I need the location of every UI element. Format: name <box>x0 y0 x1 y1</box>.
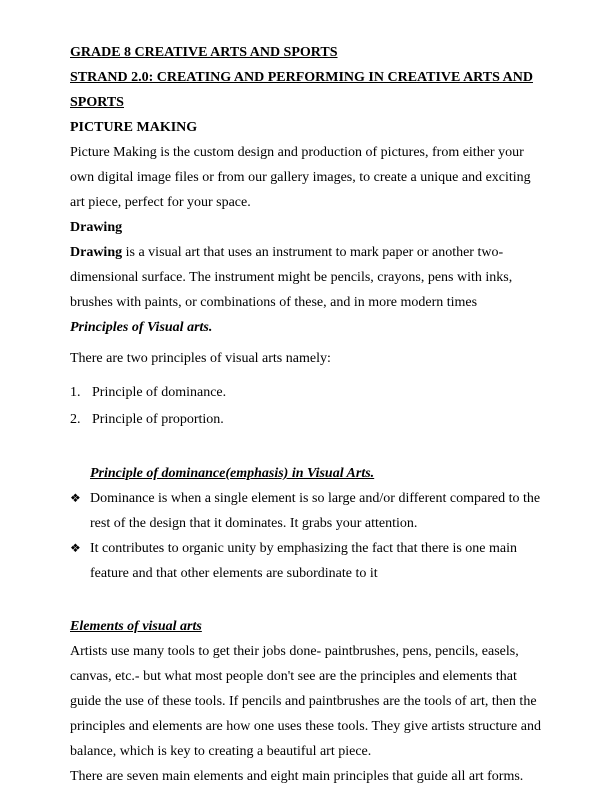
heading-drawing: Drawing <box>70 220 123 235</box>
paragraph-drawing <box>70 240 542 315</box>
list-item <box>70 406 542 433</box>
heading-elements-of-visual-arts: Elements of visual arts <box>70 619 202 634</box>
bullet-item-text: Dominance is when a single element is so large and/or different compared to the rest of the design that it dominates. It grabs your attention. <box>90 491 541 531</box>
list-number: 2. <box>70 412 81 427</box>
paragraph-picture-making: Picture Making is the custom design and production of pictures, from either your own digital image files or from our gallery images, to create a unique and exciting art piece, perfect for your space. <box>70 145 531 210</box>
list-item-text: Principle of dominance. <box>92 385 227 400</box>
heading-principle-of-dominance: Principle of dominance(emphasis) in Visual Arts. <box>90 466 375 481</box>
heading-principles-visual-arts: Principles of Visual arts. <box>70 320 213 335</box>
bullet-item-text: It contributes to organic unity by emphasizing the fact that there is one main feature and that other elements are subordinate to it <box>90 541 518 581</box>
heading-grade: GRADE 8 CREATIVE ARTS AND SPORTS <box>70 45 338 60</box>
list-number: 1. <box>70 385 81 400</box>
drawing-paragraph-text: is a visual art that uses an instrument to mark paper or another two-dimensional surface. The instrument might be pencils, crayons, pens with inks, brushes with paints, or combinations of these, and in more modern times <box>70 245 513 310</box>
paragraph-elements: Artists use many tools to get their jobs done- paintbrushes, pens, pencils, easels, canvas, etc.- but what most people don't see are the principles and elements that guide the use of these tools. If pencils and paintbrushes are the tools of art, then the principles and elements are how one uses these tools. They give artists structure and balance, which is key to creating a beautiful art piece. <box>70 644 541 759</box>
heading-picture-making: PICTURE MAKING <box>70 120 198 135</box>
diamond-bullet-icon: ❖ <box>70 541 81 555</box>
list-item <box>70 536 542 586</box>
diamond-bullet-icon: ❖ <box>70 491 81 505</box>
heading-strand: STRAND 2.0: CREATING AND PERFORMING IN CREATIVE ARTS AND SPORTS <box>70 70 533 110</box>
paragraph-seven-elements: There are seven main elements and eight main principles that guide all art forms. <box>70 769 524 784</box>
list-item <box>70 486 542 536</box>
list-item-text: Principle of proportion. <box>92 412 224 427</box>
principles-numbered-list <box>70 379 542 433</box>
dominance-bullet-list <box>70 486 542 586</box>
list-item <box>70 379 542 406</box>
drawing-bold-lead: Drawing <box>70 245 123 260</box>
paragraph-principles-intro: There are two principles of visual arts namely: <box>70 351 331 366</box>
